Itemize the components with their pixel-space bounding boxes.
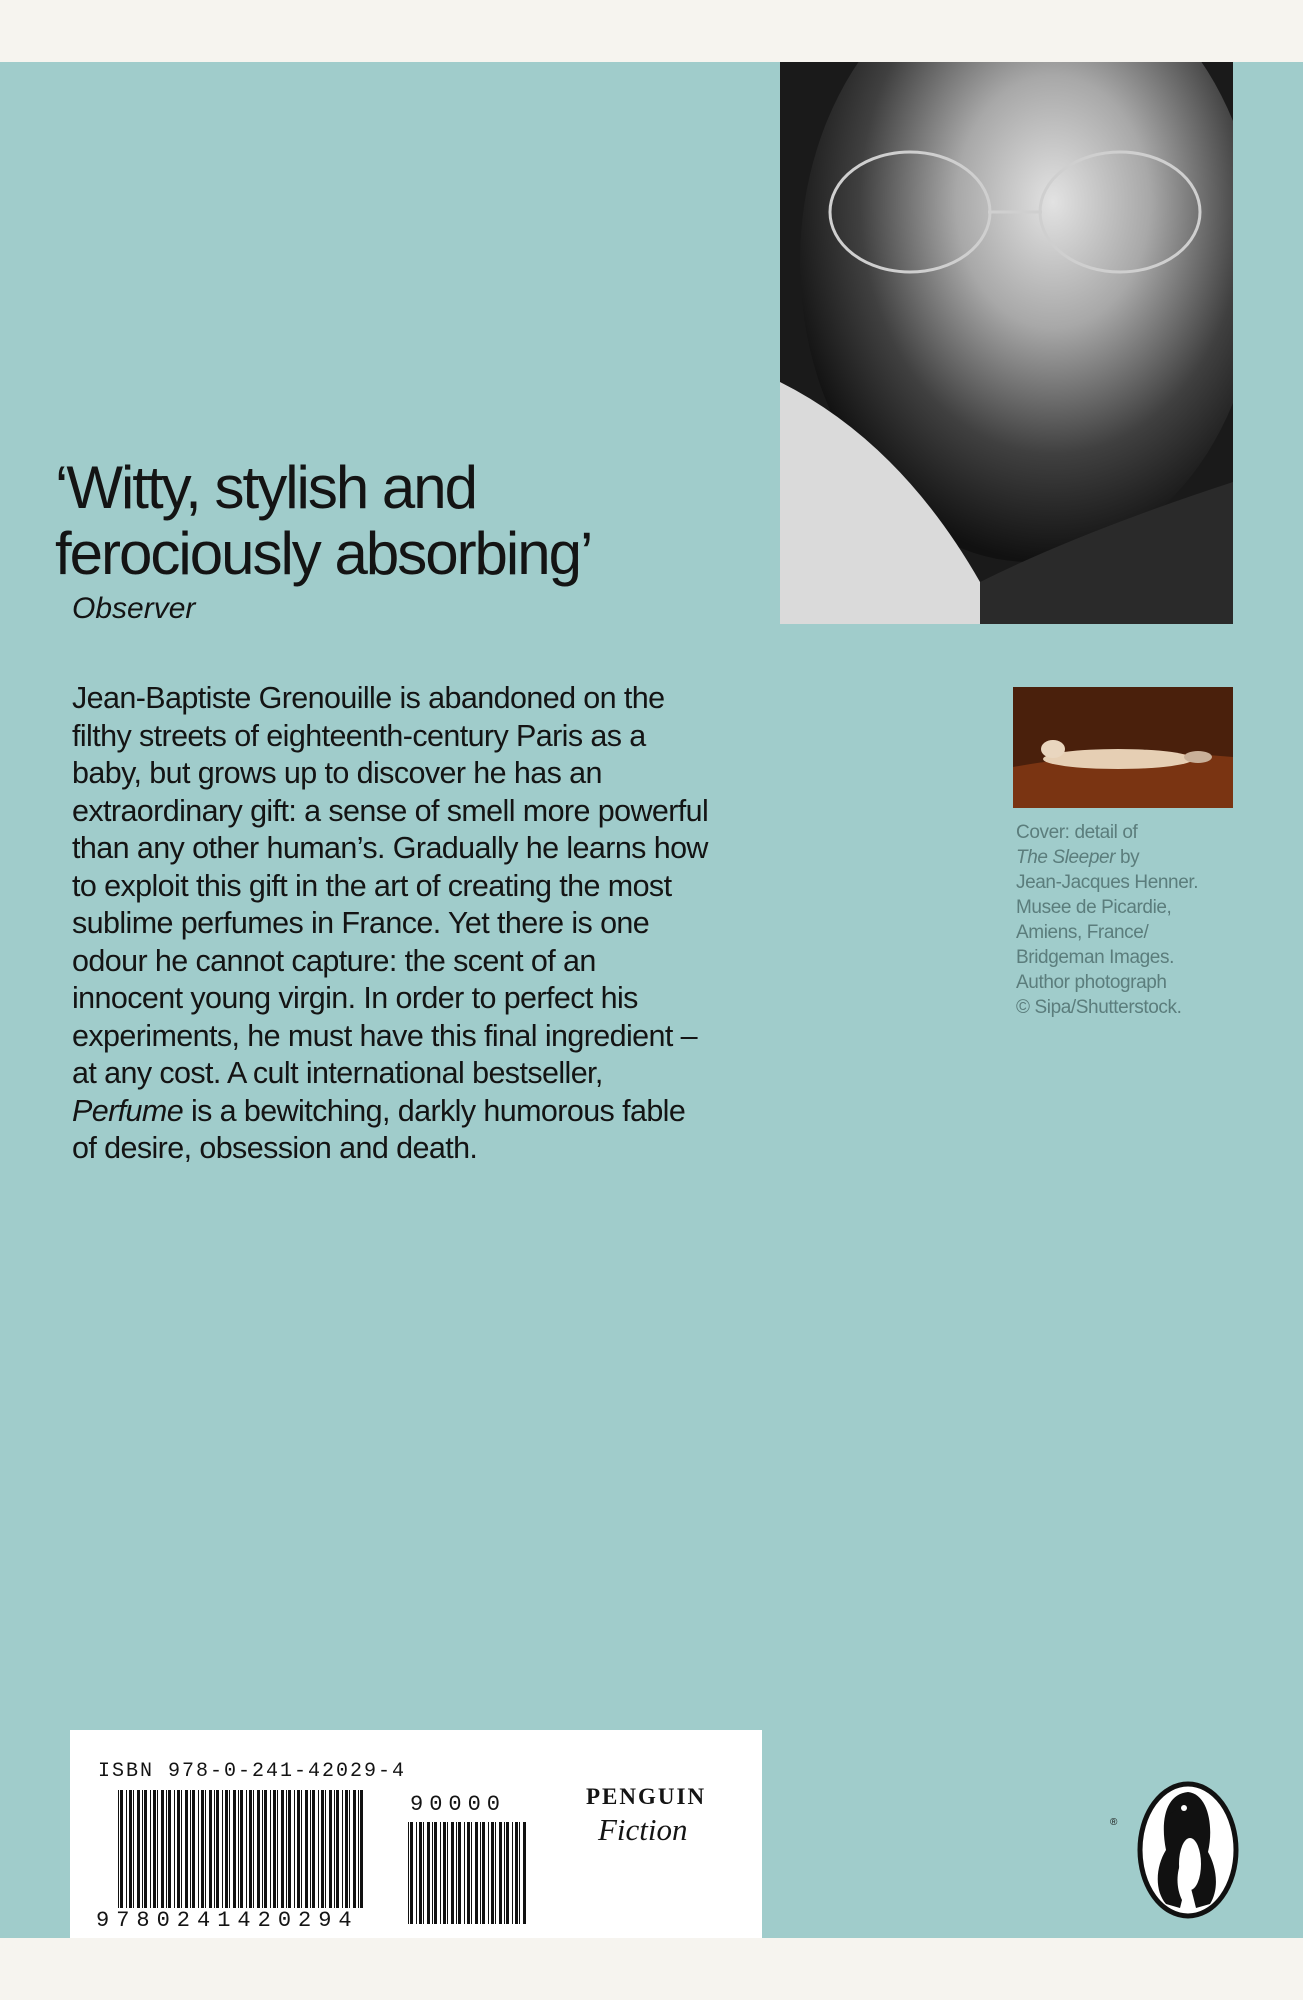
- barcode-bar: [246, 1790, 247, 1908]
- barcode-bar: [301, 1790, 302, 1908]
- credits-line: © Sipa/Shutterstock.: [1016, 997, 1182, 1018]
- publisher-imprint: Fiction: [598, 1812, 688, 1847]
- publisher-name: PENGUIN: [586, 1784, 707, 1809]
- barcode-bar: [499, 1822, 502, 1924]
- barcode-bar: [216, 1790, 219, 1908]
- credits-line: [1016, 845, 1246, 870]
- blurb-text-part-2: is a bewitching, darkly humorous fable of desire, obsession and death.: [72, 1093, 686, 1165]
- registered-mark: ®: [1110, 1817, 1118, 1828]
- barcode-bar: [491, 1822, 494, 1924]
- barcode-bar: [305, 1790, 308, 1908]
- barcode-bar: [192, 1790, 195, 1908]
- isbn-digits: 9780241420294: [96, 1908, 359, 1933]
- barcode-bar: [137, 1790, 140, 1908]
- barcode-bar: [120, 1790, 123, 1908]
- barcode-bar: [273, 1790, 276, 1908]
- barcode-bar: [157, 1790, 158, 1908]
- barcode-bar: [281, 1790, 284, 1908]
- barcode-bar: [214, 1790, 215, 1908]
- barcode-bar: [150, 1790, 151, 1908]
- barcode-bar: [288, 1790, 291, 1908]
- author-photo: [780, 62, 1233, 624]
- author-portrait-image: [780, 62, 1233, 624]
- review-source: Observer: [72, 592, 196, 625]
- barcode-bar: [144, 1790, 147, 1908]
- barcode-bar: [519, 1822, 520, 1924]
- barcode-bar: [129, 1790, 132, 1908]
- barcode-bar: [423, 1822, 424, 1924]
- barcode-bar: [142, 1790, 143, 1908]
- isbn-label: ISBN 978-0-241-42029-4: [98, 1760, 407, 1783]
- barcode-bar: [321, 1790, 324, 1908]
- barcode-bar: [166, 1790, 167, 1908]
- barcode-bar: [153, 1790, 156, 1908]
- barcode-bar: [504, 1822, 505, 1924]
- cover-credits: [1016, 820, 1246, 1020]
- barcode-bar: [434, 1822, 437, 1924]
- credits-line: Jean-Jacques Henner.: [1016, 872, 1199, 893]
- barcode-bar: [342, 1790, 343, 1908]
- credits-painting-title: The Sleeper: [1016, 847, 1116, 868]
- barcode-bar: [249, 1790, 252, 1908]
- barcode-bar: [205, 1790, 206, 1908]
- review-quote: [55, 455, 675, 587]
- barcode-bar: [318, 1790, 319, 1908]
- barcode-bar: [325, 1790, 326, 1908]
- barcode-bar: [416, 1822, 417, 1924]
- barcode-bar: [257, 1790, 260, 1908]
- barcode-bar: [488, 1822, 489, 1924]
- credits-line: Musee de Picardie,: [1016, 897, 1172, 918]
- price-code: 90000: [410, 1792, 507, 1817]
- barcode-bar: [190, 1790, 191, 1908]
- barcode-bar: [427, 1822, 430, 1924]
- barcode-bar: [467, 1822, 470, 1924]
- barcode-bar: [174, 1790, 175, 1908]
- review-quote-line-1: ‘Witty, stylish and: [55, 454, 476, 521]
- barcode-bar: [168, 1790, 171, 1908]
- barcode-bar: [229, 1790, 230, 1908]
- barcode-bar: [334, 1790, 335, 1908]
- barcode-bar: [118, 1790, 119, 1908]
- barcode-bar: [451, 1822, 454, 1924]
- barcode-bar: [238, 1790, 239, 1908]
- price-barcode: [408, 1822, 530, 1924]
- cover-painting-thumbnail: [1013, 687, 1233, 808]
- barcode-bar: [264, 1790, 267, 1908]
- barcode-bar: [240, 1790, 243, 1908]
- barcode-bar: [464, 1822, 465, 1924]
- barcode-bar: [262, 1790, 263, 1908]
- credits-line: Bridgeman Images.: [1016, 947, 1174, 968]
- barcode-bar: [310, 1790, 311, 1908]
- barcode-bar: [360, 1790, 363, 1908]
- barcode-bar: [523, 1822, 526, 1924]
- blurb-book-title: Perfume: [72, 1093, 184, 1128]
- barcode-bar: [198, 1790, 199, 1908]
- barcode-bar: [506, 1822, 509, 1924]
- barcode-bar: [222, 1790, 223, 1908]
- barcode-bar: [419, 1822, 422, 1924]
- barcode-bar: [270, 1790, 271, 1908]
- barcode-bar: [177, 1790, 180, 1908]
- barcode-bar: [458, 1822, 461, 1924]
- barcode-bar: [408, 1822, 409, 1924]
- barcode-bar: [201, 1790, 204, 1908]
- barcode-bar: [353, 1790, 356, 1908]
- barcode-bar: [447, 1822, 448, 1924]
- barcode-bar: [286, 1790, 287, 1908]
- book-blurb: [72, 680, 712, 1168]
- barcode-bar: [312, 1790, 315, 1908]
- barcode-bar: [225, 1790, 228, 1908]
- barcode-bar: [181, 1790, 182, 1908]
- credits-line: Amiens, France/: [1016, 922, 1149, 943]
- credits-by: by: [1115, 847, 1140, 868]
- barcode-bar: [456, 1822, 457, 1924]
- barcode-bar: [294, 1790, 295, 1908]
- barcode-bar: [336, 1790, 339, 1908]
- sleeper-painting-image: [1013, 687, 1233, 808]
- barcode-bar: [185, 1790, 188, 1908]
- credits-line: Cover: detail of: [1016, 822, 1138, 843]
- credits-line: Author photograph: [1016, 972, 1167, 993]
- barcode-bar: [515, 1822, 518, 1924]
- barcode-bar: [443, 1822, 446, 1924]
- barcode-bar: [410, 1822, 413, 1924]
- barcode-bar: [329, 1790, 332, 1908]
- barcode-bar: [482, 1822, 485, 1924]
- barcode-bar: [349, 1790, 350, 1908]
- barcode-panel: [70, 1730, 762, 1938]
- barcode-bar: [233, 1790, 236, 1908]
- barcode-bar: [277, 1790, 278, 1908]
- barcode-bar: [440, 1822, 441, 1924]
- isbn-barcode: [118, 1790, 368, 1908]
- barcode-bar: [133, 1790, 134, 1908]
- barcode-bar: [475, 1822, 478, 1924]
- barcode-bar: [512, 1822, 513, 1924]
- barcode-bar: [345, 1790, 348, 1908]
- barcode-bar: [495, 1822, 496, 1924]
- barcode-bar: [161, 1790, 164, 1908]
- barcode-bar: [432, 1822, 433, 1924]
- barcode-bar: [480, 1822, 481, 1924]
- review-quote-line-2: ferociously absorbing’: [55, 520, 592, 587]
- blurb-text-part-1: Jean-Baptiste Grenouille is abandoned on the filthy streets of eighteenth-century Paris as a baby, but grows up to discover he has an extraordinary gift: a sense of smell more powerful than any other human’s. Gradually he learns how to exploit this gift in the art of creating the most sublime perfumes in France. Yet there is one odour he cannot capture: the scent of an innocent young virgin. In order to perfect his experiments, he must have this final ingredient – at any cost. A cult international bestseller,: [72, 681, 709, 1090]
- barcode-bar: [297, 1790, 300, 1908]
- barcode-bar: [126, 1790, 127, 1908]
- penguin-logo-icon: [1136, 1780, 1240, 1920]
- barcode-bar: [209, 1790, 212, 1908]
- barcode-bar: [471, 1822, 472, 1924]
- barcode-bar: [358, 1790, 359, 1908]
- barcode-bar: [253, 1790, 254, 1908]
